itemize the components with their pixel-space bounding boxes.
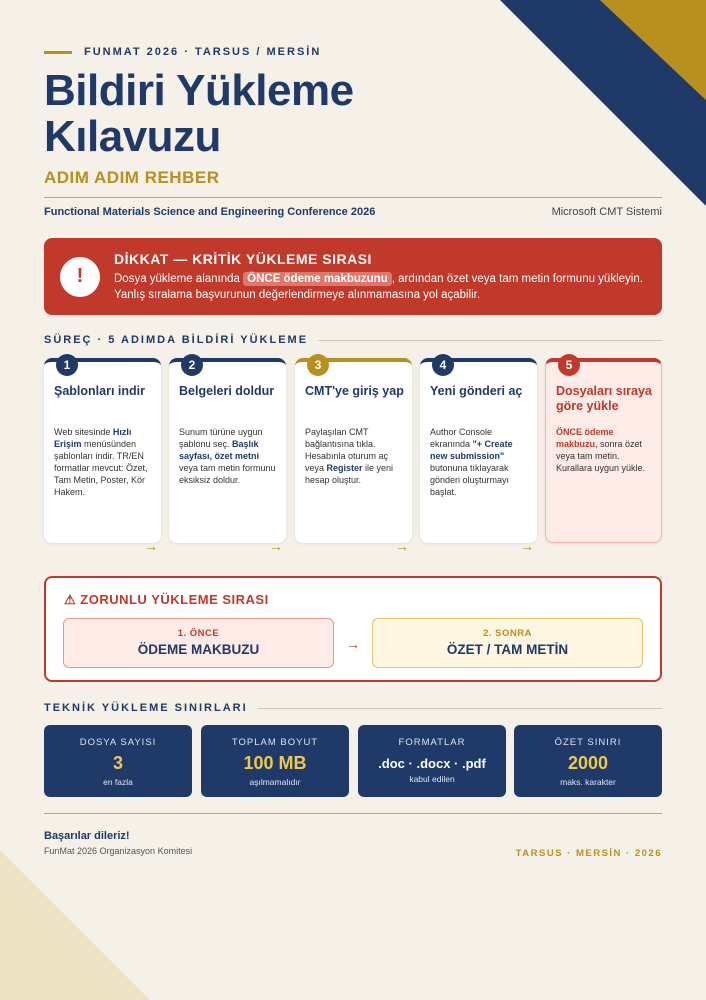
- order-first-label: 1. ÖNCE: [177, 628, 220, 639]
- step-title: Dosyaları sıraya göre yükle: [556, 384, 652, 413]
- step-title: Yeni gönderi aç: [430, 384, 523, 398]
- header-divider: [44, 197, 662, 198]
- footer-signoff: [44, 830, 192, 856]
- limit-value: 3: [112, 753, 123, 773]
- footer-divider: [44, 813, 662, 814]
- limit-card-abstract: [514, 725, 662, 797]
- technical-limits: [44, 725, 662, 797]
- corner-decoration-bottom: [0, 850, 150, 1000]
- step-desc-part: Web sitesinde: [54, 427, 113, 437]
- limit-value: 2000: [567, 753, 609, 773]
- limit-sub: maks. karakter: [560, 777, 616, 787]
- step-number: 4: [432, 354, 454, 376]
- limit-card-file-count: [44, 725, 192, 797]
- step-card-3: [295, 358, 412, 543]
- step-description: [305, 426, 404, 486]
- step-number: 3: [307, 354, 329, 376]
- step-number: 1: [56, 354, 78, 376]
- step-desc-part: butonuna tıklayarak gönderi oluşturmayı başlat.: [430, 463, 510, 497]
- step-desc-bold: Hızlı Erişim: [54, 427, 132, 449]
- step-arrow: →: [269, 538, 283, 554]
- limits-label-text: TEKNİK YÜKLEME SINIRLARI: [44, 702, 248, 714]
- order-arrow: →: [346, 636, 360, 652]
- step-arrow: →: [144, 538, 158, 554]
- kicker-bar: [44, 51, 72, 54]
- step-desc-part: Author Console ekranında: [430, 427, 493, 449]
- conference-name: Functional Materials Science and Engineering Conference 2026: [44, 206, 376, 218]
- step-description: [54, 426, 153, 498]
- alert-highlight: ÖNCE ödeme makbuzunu: [243, 272, 392, 286]
- process-section-label: [44, 334, 662, 346]
- limit-label: ÖZET SINIRI: [554, 737, 622, 748]
- step-desc-part: Paylaşılan CMT bağlantısına tıkla. Hesabınla oturum aç veya: [305, 427, 389, 473]
- limit-label: FORMATLAR: [398, 737, 466, 748]
- step-description: [179, 426, 278, 486]
- system-name: Microsoft CMT Sistemi: [551, 206, 662, 218]
- order-second-label: 2. SONRA: [483, 628, 532, 639]
- footer-place: TARSUS · MERSİN · 2026: [515, 848, 662, 859]
- alert-text-before: Dosya yükleme alanında: [114, 272, 240, 285]
- mandatory-order-panel: [44, 576, 662, 682]
- order-second-value: ÖZET / TAM METİN: [446, 642, 569, 657]
- step-card-1: [44, 358, 161, 543]
- page-title: [44, 68, 354, 160]
- step-title: Şablonları indir: [54, 384, 145, 398]
- limits-label-line: [258, 708, 662, 709]
- kicker-text: FUNMAT 2026 · TARSUS / MERSİN: [84, 46, 322, 58]
- alert-icon: !: [60, 257, 100, 297]
- process-steps: [44, 358, 662, 554]
- process-label-text: SÜREÇ · 5 ADIMDA BİLDİRİ YÜKLEME: [44, 334, 309, 346]
- limit-sub: aşılmamalıdır: [249, 777, 301, 787]
- page-subtitle: ADIM ADIM REHBER: [44, 168, 220, 187]
- step-desc-part: Sunum türüne uygun şablonu seç.: [179, 427, 263, 449]
- order-first-value: ÖDEME MAKBUZU: [137, 642, 260, 657]
- step-title: CMT'ye giriş yap: [305, 384, 404, 398]
- step-desc-bold: "+ Create new submission": [430, 439, 513, 461]
- alert-text: [114, 271, 643, 303]
- footer-wish: Başarılar dileriz!: [44, 830, 130, 842]
- corner-decoration: [500, 0, 706, 206]
- step-card-5: [545, 358, 662, 543]
- limit-label: TOPLAM BOYUT: [231, 737, 319, 748]
- limit-value: .doc · .docx · .pdf: [378, 756, 486, 771]
- critical-alert: [44, 238, 662, 315]
- step-desc-part: , sonra özet veya tam metin. Kurallara uygun yükle.: [556, 439, 646, 473]
- step-number: 2: [181, 354, 203, 376]
- title-line-2: Kılavuzu: [44, 112, 221, 161]
- header-kicker: [44, 46, 321, 58]
- alert-body: [114, 251, 643, 303]
- step-desc-bold: ÖNCE ödeme makbuzu: [556, 427, 614, 449]
- step-desc-part: ile yeni hesap oluştur.: [305, 463, 394, 485]
- limit-card-formats: [358, 725, 506, 797]
- order-second-box: [372, 618, 643, 668]
- alert-title: DİKKAT — KRİTİK YÜKLEME SIRASI: [114, 250, 372, 267]
- limit-value: 100 MB: [243, 753, 307, 773]
- limit-sub: kabul edilen: [409, 774, 455, 784]
- order-title: ⚠ ZORUNLU YÜKLEME SIRASI: [64, 592, 269, 607]
- step-desc-bold: Register: [326, 463, 363, 473]
- step-card-4: [420, 358, 537, 543]
- step-desc-part: menüsünden şablonları indir. TR/EN formatlar mevcut: Özet, Tam Metin, Poster, Kör Hakem.: [54, 439, 148, 497]
- step-title: Belgeleri doldur: [179, 384, 275, 398]
- limits-section-label: [44, 702, 662, 714]
- order-first-box: [63, 618, 334, 668]
- limit-sub: en fazla: [103, 777, 133, 787]
- step-card-2: [169, 358, 286, 543]
- step-description: [556, 426, 653, 474]
- step-desc-part: veya tam metin formunu eksiksiz doldur.: [179, 463, 276, 485]
- alert-text-line2: Yanlış sıralama başvurunun değerlendirmeye alınmamasına yol açabilir.: [114, 288, 481, 301]
- title-line-1: Bildiri Yükleme: [44, 66, 354, 115]
- conference-row: [44, 206, 662, 218]
- process-label-line: [318, 340, 662, 341]
- limit-label: DOSYA SAYISI: [79, 737, 157, 748]
- alert-text-after: , ardından özet veya tam metin formunu yükleyin.: [391, 272, 643, 285]
- step-desc-bold: Başlık sayfası, özet metni: [179, 439, 260, 461]
- limit-card-total-size: [201, 725, 349, 797]
- step-arrow: →: [395, 538, 409, 554]
- step-description: [430, 426, 529, 498]
- step-arrow: →: [520, 538, 534, 554]
- step-number: 5: [558, 354, 580, 376]
- footer-committee: FunMat 2026 Organizasyon Komitesi: [44, 846, 193, 856]
